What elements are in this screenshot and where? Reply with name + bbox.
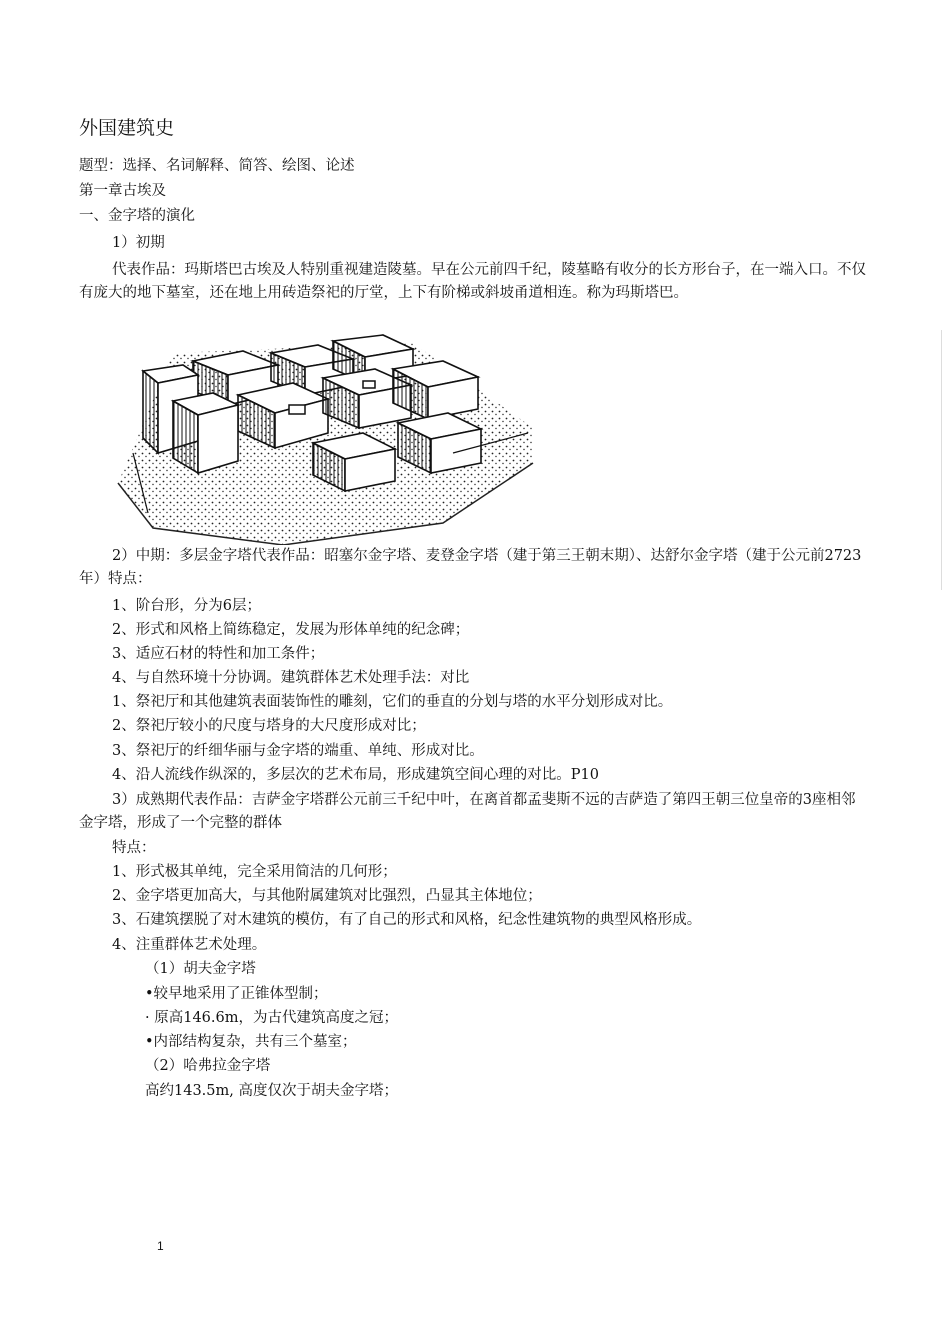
page-edge-divider bbox=[941, 330, 942, 590]
khafre-text: 高约143.5m, 高度仅次于胡夫金字塔； bbox=[145, 1083, 398, 1099]
mature-item: 3、石建筑摆脱了对木建筑的模仿，有了自己的形式和风格，纪念性建筑物的典型风格形成。 bbox=[112, 912, 702, 928]
middle-item: 3、祭祀厅的纤细华丽与金字塔的端重、单纯、形成对比。 bbox=[112, 743, 484, 759]
mature-item: 4、注重群体艺术处理。 bbox=[112, 937, 267, 953]
mastaba-illustration bbox=[113, 333, 538, 545]
middle-item: 4、沿人流线作纵深的，多层次的艺术布局，形成建筑空间心理的对比。P10 bbox=[112, 767, 599, 783]
khufu-item: •内部结构复杂，共有三个墓室； bbox=[145, 1034, 357, 1050]
middle-item: 1、祭祀厅和其他建筑表面装饰性的雕刻，它们的垂直的分划与塔的水平分划形成对比。 bbox=[112, 694, 673, 710]
section-heading: 一、金字塔的演化 bbox=[79, 208, 195, 224]
mature-item: 2、金字塔更加高大，与其他附属建筑对比强烈，凸显其主体地位； bbox=[112, 888, 542, 904]
early-paragraph: 代表作品：玛斯塔巴古埃及人特别重视建造陵墓。早在公元前四千纪，陵墓略有收分的长方形台子，在一端入口。不仅有庞大的地下墓室，还在地上用砖造祭祀的厅堂，上下有阶梯或斜坡甬道相连。称为玛斯塔巴。 bbox=[79, 262, 866, 301]
middle-period-paragraph: 2）中期：多层金字塔代表作品：昭塞尔金字塔、麦登金字塔（建于第三王朝末期）、达舒尔金字塔（建于公元前2723年）特点： bbox=[79, 548, 862, 587]
mature-item: 1、形式极其单纯，完全采用简洁的几何形； bbox=[112, 864, 397, 880]
early-heading: 1）初期 bbox=[112, 235, 165, 251]
khafre-heading: （2）哈弗拉金字塔 bbox=[145, 1058, 271, 1074]
question-types: 题型：选择、名词解释、简答、绘图、论述 bbox=[79, 158, 355, 174]
middle-item: 1、阶台形，分为6层； bbox=[112, 598, 261, 614]
middle-item: 3、适应石材的特性和加工条件； bbox=[112, 646, 325, 662]
khufu-item: · 原高146.6m，为古代建筑高度之冠； bbox=[145, 1010, 398, 1026]
mature-period-paragraph: 3）成熟期代表作品：吉萨金字塔群公元前三千纪中叶，在离首都孟斐斯不远的吉萨造了第四王朝三位皇帝的3座相邻金字塔，形成了一个完整的群体 bbox=[79, 792, 856, 831]
middle-item: 2、形式和风格上简练稳定，发展为形体单纯的纪念碑； bbox=[112, 622, 470, 638]
khufu-heading: （1）胡夫金字塔 bbox=[145, 961, 256, 977]
features-label: 特点： bbox=[112, 840, 156, 856]
middle-item: 2、祭祀厅较小的尺度与塔身的大尺度形成对比； bbox=[112, 718, 426, 734]
middle-item: 4、与自然环境十分协调。建筑群体艺术处理手法：对比 bbox=[112, 670, 470, 686]
page-number: 1 bbox=[157, 1239, 164, 1253]
chapter-heading: 第一章古埃及 bbox=[79, 183, 166, 199]
page-title: 外国建筑史 bbox=[79, 117, 175, 139]
khufu-item: •较早地采用了正锥体型制； bbox=[145, 986, 328, 1002]
